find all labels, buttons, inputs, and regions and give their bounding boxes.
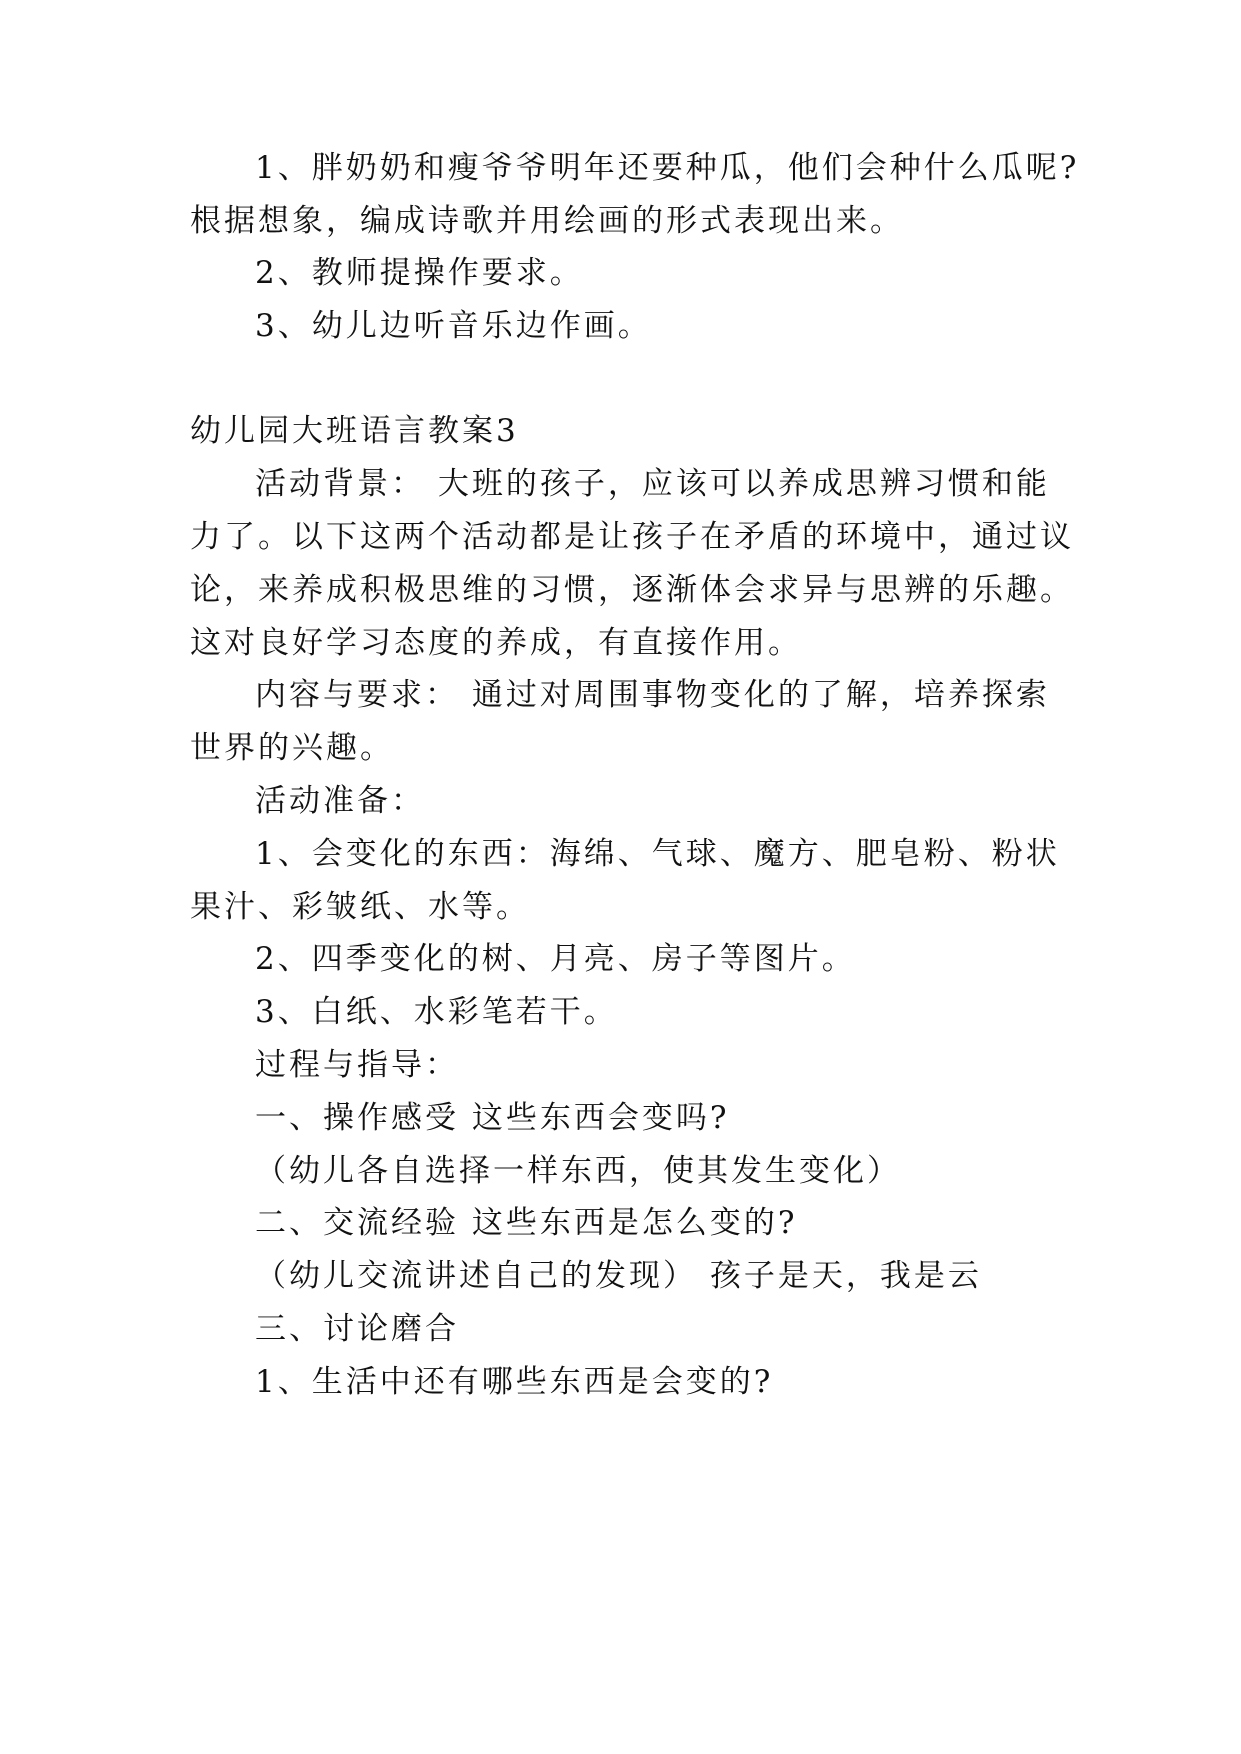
prep3: 3、白纸、水彩笔若干。 (255, 994, 618, 1030)
content-line1: 内容与要求： 通过对周围事物变化的了解，培养探索 (255, 677, 1050, 713)
step1: 一、操作感受 这些东西会变吗? (255, 1100, 730, 1136)
section-title: 幼儿园大班语言教案3 (190, 413, 519, 449)
background-line2: 力了。以下这两个活动都是让孩子在矛盾的环境中，通过议 (190, 519, 1074, 555)
prep1-line1: 1、会变化的东西：海绵、气球、魔方、肥皂粉、粉状 (255, 836, 1060, 872)
prep1-line2: 果汁、彩皱纸、水等。 (190, 889, 530, 925)
prep2: 2、四季变化的树、月亮、房子等图片。 (255, 941, 856, 977)
paragraph-item1-line1: 1、胖奶奶和瘦爷爷明年还要种瓜，他们会种什么瓜呢? (255, 150, 1080, 186)
step3: 三、讨论磨合 (255, 1311, 459, 1347)
content-line2: 世界的兴趣。 (190, 730, 394, 766)
background-line4: 这对良好学习态度的养成，有直接作用。 (190, 625, 802, 661)
step1-note: （幼儿各自选择一样东西，使其发生变化） (255, 1153, 901, 1189)
prep-title: 活动准备： (255, 783, 425, 819)
step2: 二、交流经验 这些东西是怎么变的? (255, 1205, 798, 1241)
paragraph-item2: 2、教师提操作要求。 (255, 255, 584, 291)
paragraph-item3: 3、幼儿边听音乐边作画。 (255, 308, 652, 344)
process-title: 过程与指导： (255, 1047, 459, 1083)
step2-note: （幼儿交流讲述自己的发现） 孩子是天，我是云 (255, 1258, 982, 1294)
background-line1: 活动背景： 大班的孩子，应该可以养成思辨习惯和能 (255, 466, 1050, 502)
step3-item1: 1、生活中还有哪些东西是会变的? (255, 1364, 774, 1400)
paragraph-item1-line2: 根据想象，编成诗歌并用绘画的形式表现出来。 (190, 203, 904, 239)
background-line3: 论，来养成积极思维的习惯，逐渐体会求异与思辨的乐趣。 (190, 572, 1074, 608)
